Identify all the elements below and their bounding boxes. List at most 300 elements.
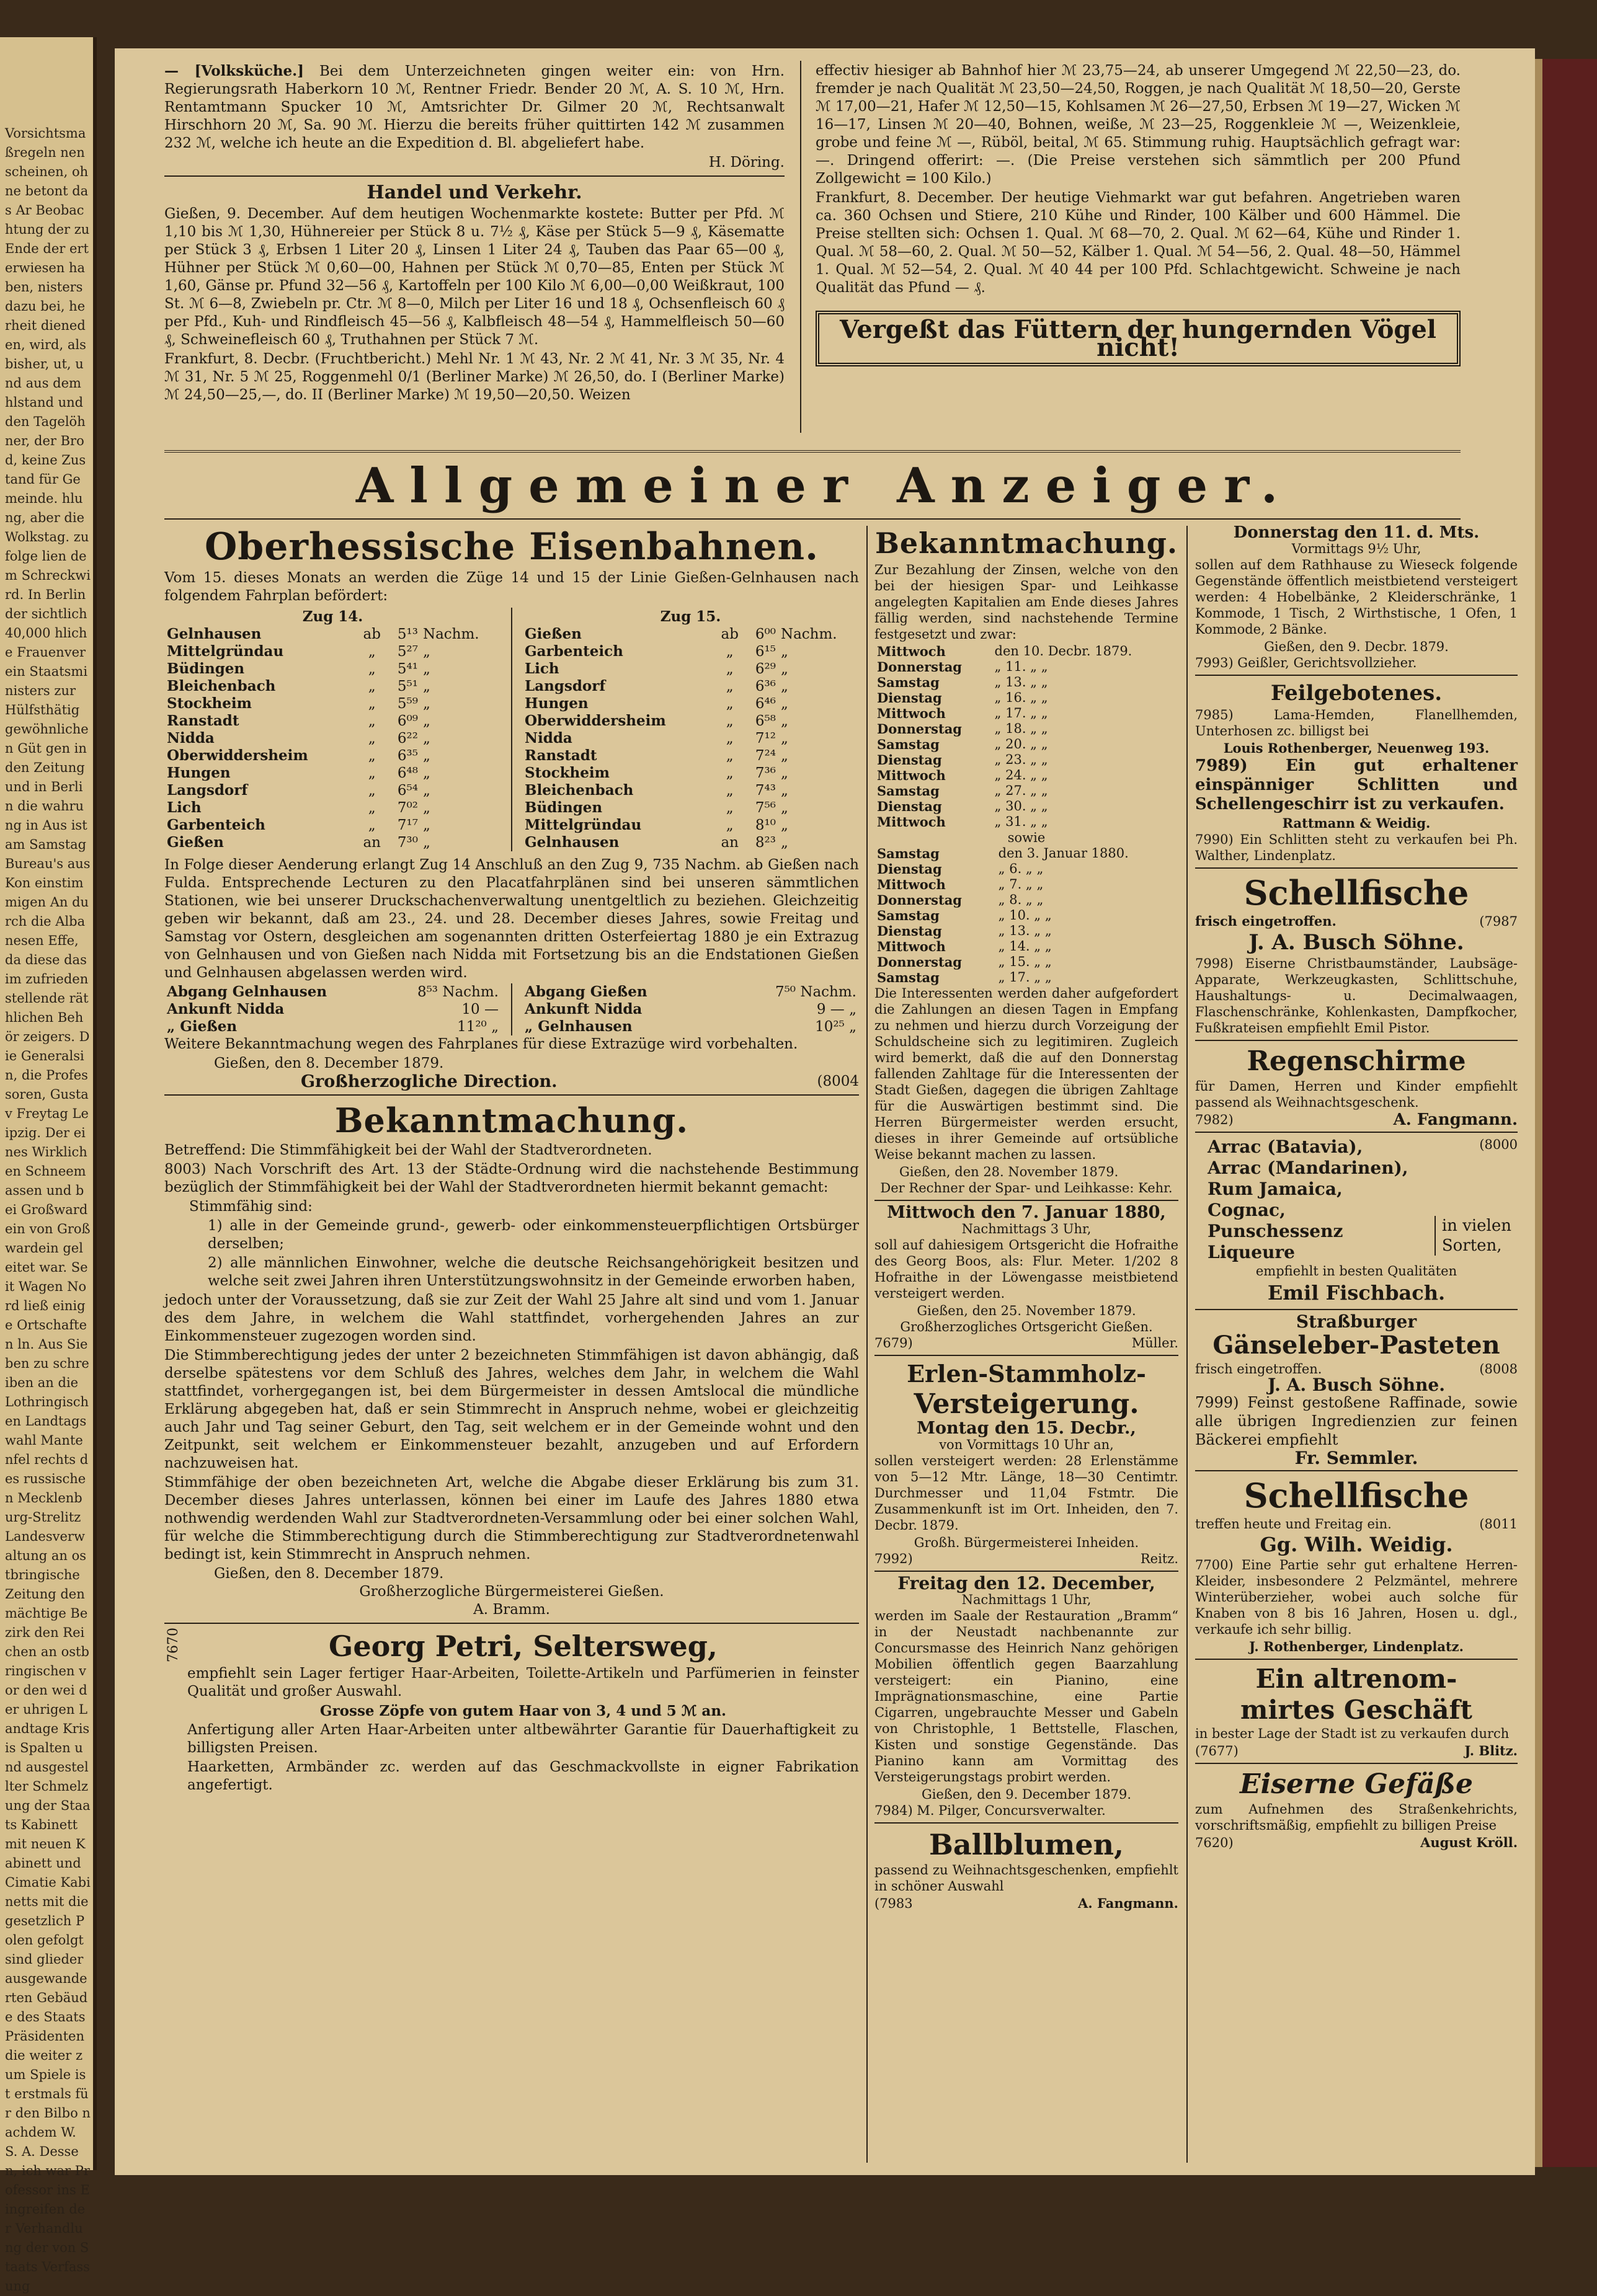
- date-text: den 3. Januar 1880.: [998, 846, 1129, 861]
- date-text: „ 20. „ „: [994, 737, 1048, 751]
- frankfurt-markt: effectiv hiesiger ab Bahnhof hier ℳ 23,75—24, ab unserer Umgegend ℳ 22,50—23, do. fremder je nach Qualität ℳ 23,50—24,50, Roggen, je nach Qualität ℳ 18,50—20, Gerste ℳ 17,00—21, Hafer ℳ 12,50—15, Kohlsamen ℳ 26—27,50, Erbsen ℳ 19—27, Wicken ℳ 16—17, Linsen ℳ 20—40, Bohnen, weiße, ℳ 23—25, Roggenkleie ℳ —, Weizenkleie, grobe und feine ℳ —, Rüböl, beital, ℳ 65. Stimmung ruhig. Hauptsächlich gefragt war: —. Dringend offerirt: —. (Die Preise verstehen sich sämmtlich per 200 Pfund Zollgewicht = 100 Kilo.): [816, 63, 1461, 187]
- date-day: Mittwoch: [877, 939, 946, 954]
- station-mark: „: [726, 730, 734, 747]
- departure-time: 7¹²: [755, 730, 776, 747]
- schlitten2-text: 7990) Ein Schlitten steht zu verkaufen bei Ph. Walther, Lindenplatz.: [1195, 832, 1518, 863]
- station-name: Oberwiddersheim: [167, 747, 308, 764]
- station-mark: „: [368, 696, 376, 712]
- middle-column: [874, 525, 1178, 1912]
- date-day: Donnerstag: [877, 721, 962, 737]
- departure-time: 6⁰⁰: [755, 626, 776, 642]
- station-name: Lich: [167, 799, 202, 816]
- donnerstag-title: Donnerstag den 11. d. Mts.: [1233, 523, 1480, 542]
- book-edge-paper: [1535, 59, 1542, 2167]
- time-note: „: [422, 713, 430, 729]
- volkskueche-title: — [Volksküche.]: [164, 63, 305, 79]
- station-mark: „: [726, 817, 734, 833]
- regen-text: für Damen, Herren und Kinder empfiehlt passend als Weihnachtsgeschenk.: [1195, 1079, 1518, 1110]
- railway-body: In Folge dieser Aenderung erlangt Zug 14 Anschluß an den Zug 9, 735 Nachm. ab Gießen nach Fulda. Entsprechende Lecturen zu den Placatfahrplänen sind bei unseren sämmtlichen Stationen, wie bei unserer Druckschachenverwaltung unentgeltlich zu beziehen. Gleichzeitig geben wir bekannt, daß am 23., 24. und 28. December dieses Jahres, sowie Freitag und Samstag vor Ostern, desgleichen am sogenannten dritten Osterfeiertag 1880 je ein Extrazug von Gelnhausen und von Gießen nach Nidda mit Fortsetzung bis an die Endstationen Gießen und Gelnhausen abgelassen werden wird.: [164, 857, 859, 981]
- stimm-betreff: Betreffend: Die Stimmfähigkeit bei der Wahl der Stadtverordneten.: [164, 1142, 652, 1158]
- newspaper-page: [115, 48, 1535, 2175]
- spar-date: Gießen, den 28. November 1879.: [899, 1164, 1119, 1179]
- departure-time: 6³⁶: [755, 678, 776, 694]
- station-mark: „: [726, 678, 734, 694]
- station-mark: „: [368, 661, 376, 677]
- ballblumen-title: Ballblumen,: [928, 1828, 1124, 1861]
- timetable-row: [522, 782, 859, 799]
- date-row: [874, 783, 1178, 799]
- handel-title: Handel und Verkehr.: [367, 182, 582, 203]
- station-name: Langsdorf: [167, 782, 248, 799]
- time-note: „: [422, 661, 430, 677]
- zug15-head: Zug 15.: [660, 608, 721, 625]
- date-day: Donnerstag: [877, 954, 962, 970]
- date-day: Samstag: [877, 783, 940, 799]
- eis-text: zum Aufnehmen des Straßenkehrichts, vorschriftsmäßig, empfiehlt zu billigen Preise: [1195, 1802, 1518, 1833]
- ballblumen-name: A. Fangmann.: [1078, 1895, 1178, 1911]
- extra-left-table: [164, 983, 501, 1035]
- frankfurt-vieh: Frankfurt, 8. December. Der heutige Viehmarkt war gut befahren. Angetrieben waren ca. 360 Ochsen und Stiere, 210 Kühe und Rinder, 100 Kälber und 600 Hämmel. Die Preise stellten sich: Ochsen 1. Qual. ℳ 68—70, 2. Qual. ℳ 62—64, Kühe und Rinder 1. Qual. ℳ 58—60, 2. Qual. ℳ 50—52, Kälber 1. Qual. ℳ 54—56, 2. Qual. 48—50, Hämmel 1. Qual. ℳ 52—54, 2. Qual. ℳ 40 44 per 100 Pfd. Schlachtgewicht. Schweine je nach Qualität das Pfund — ₰.: [816, 190, 1461, 296]
- mittwoch-sign: Großherzogliches Ortsgericht Gießen.: [900, 1319, 1153, 1334]
- departure-time: 6²²: [397, 730, 418, 747]
- time-note: „: [780, 661, 788, 677]
- arrac-item: Rum Jamaica,: [1208, 1179, 1343, 1199]
- strass-title2: Gänseleber-Pasteten: [1212, 1331, 1500, 1360]
- zug15-table: [522, 626, 859, 851]
- kleider-text: 7700) Eine Partie sehr gut erhaltene Herren-Kleider, insbesondere 2 Pelzmäntel, mehrere Winterüberzieher, wobei auch solche für Knaben von 8 bis 16 Jahren, Hosen u. dgl., verkaufe ich sehr billig.: [1195, 1558, 1518, 1637]
- zug14-head: Zug 14.: [302, 608, 363, 625]
- petri-line2: Grosse Zöpfe von gutem Haar von 3, 4 und 5 ℳ an.: [319, 1703, 727, 1719]
- station-name: Mittelgründau: [525, 817, 642, 833]
- date-row: [874, 752, 1178, 768]
- kleider-name: J. Rothenberger, Lindenplatz.: [1249, 1639, 1464, 1654]
- date-day: Mittwoch: [877, 877, 946, 892]
- departure-time: 8¹⁰: [755, 817, 776, 833]
- timetable-row: [164, 765, 501, 782]
- erlen-name: Reitz.: [1140, 1551, 1178, 1566]
- station-name: Garbenteich: [525, 643, 623, 660]
- time-note: „: [780, 748, 788, 764]
- extra-row: [164, 1018, 501, 1035]
- ballblumen-ref: (7983: [874, 1896, 913, 1911]
- ballblumen-text: passend zu Weihnachtsgeschenken, empfiehlt in schöner Auswahl: [874, 1863, 1178, 1894]
- timetable-row: [522, 747, 859, 765]
- date-text: „ 18. „ „: [994, 721, 1048, 736]
- extra-row: [522, 1001, 859, 1018]
- mittwoch-time: Nachmittags 3 Uhr,: [961, 1221, 1092, 1236]
- volkskueche-sign: H. Döring.: [708, 154, 785, 171]
- feil-name: Louis Rothenberger, Neuenweg 193.: [1223, 740, 1490, 756]
- station-name: Büdingen: [525, 799, 603, 816]
- station-name: Lich: [525, 660, 559, 677]
- date-text: „ 27. „ „: [994, 783, 1048, 798]
- extra-label: Abgang Gelnhausen: [167, 983, 327, 1000]
- date-day: Mittwoch: [877, 644, 946, 659]
- donnerstag-date: Gießen, den 9. Decbr. 1879.: [1264, 639, 1449, 654]
- extra-row: [522, 983, 859, 1001]
- time-note: Nachm.: [780, 626, 837, 642]
- freitag-sign: 7984) M. Pilger, Concursverwalter.: [874, 1803, 1106, 1818]
- schell2-text: treffen heute und Freitag ein.: [1195, 1517, 1392, 1531]
- regen-ref: 7982): [1195, 1112, 1234, 1127]
- time-note: „: [780, 800, 788, 816]
- regen-name: A. Fangmann.: [1393, 1110, 1518, 1129]
- date-day: Dienstag: [877, 923, 942, 939]
- date-text: „ 13. „ „: [998, 923, 1052, 938]
- date-day: Mittwoch: [877, 706, 946, 721]
- schell1-text: frisch eingetroffen.: [1195, 913, 1337, 929]
- date-row: [874, 908, 1178, 923]
- schell2-ref: (8011: [1479, 1517, 1518, 1531]
- erlen-title2: Versteigerung.: [914, 1388, 1139, 1420]
- date-row: [874, 877, 1178, 892]
- alt-ref: (7677): [1195, 1744, 1239, 1758]
- schlitten-name: Rattmann & Weidig.: [1282, 815, 1431, 831]
- extra-label: „ Gelnhausen: [525, 1018, 633, 1035]
- station-name: Ranstadt: [167, 712, 239, 729]
- departure-time: 6²⁹: [755, 661, 776, 677]
- arrac-ad: [1195, 1137, 1518, 1263]
- timetable-row: [164, 626, 501, 643]
- spar-intro: Zur Bezahlung der Zinsen, welche von den bei der hiesigen Spar- und Leihkasse angelegten Kapitalien am Ende dieses Jahres fällig werden, sind nachstehende Termine festgesetzt und zwar:: [874, 562, 1178, 642]
- masthead: Allgemeiner Anzeiger.: [355, 458, 1294, 514]
- date-day: Samstag: [877, 970, 940, 985]
- spar-body: Die Interessenten werden daher aufgefordert die Zahlungen an diesen Tagen in Empfang zu nehmen und hierzu durch Vorzeigung der Schuldscheine sich zu legitimiren. Zugleich wird bemerkt, daß die auf den Donnerstag fallenden Zahltage für die Interessenten der Stadt Gießen, dagegen die übrigen Zahltage für die Auswärtigen bestimmt sind. Die Herren Bürgermeister werden ersucht, dieses in ihrer Gemeinde auf ortsübliche Weise bekannt machen zu lassen.: [874, 986, 1178, 1162]
- date-day: Samstag: [877, 737, 940, 752]
- zug14-table: [164, 626, 501, 851]
- departure-time: 7⁰²: [397, 800, 418, 816]
- birds-note: Vergeßt das Füttern der hungernden Vögel nicht!: [816, 311, 1461, 366]
- schlitten-text: 7989) Ein gut erhaltener einspänniger Schlitten und Schellengeschirr ist zu verkaufen.: [1195, 756, 1518, 813]
- station-name: Stockheim: [167, 695, 252, 712]
- eis-ref: 7620): [1195, 1835, 1234, 1850]
- station-mark: an: [363, 835, 381, 851]
- eis-title: Eiserne Gefäße: [1240, 1768, 1473, 1800]
- timetable-row: [522, 799, 859, 817]
- station-name: Mittelgründau: [167, 643, 284, 660]
- railway-ref: (8004: [817, 1073, 859, 1089]
- railway-sign: Großherzogliche Direction.: [301, 1072, 558, 1091]
- station-name: Hungen: [167, 765, 231, 781]
- time-note: „: [422, 696, 430, 712]
- date-row: [874, 799, 1178, 814]
- railway-date: Gießen, den 8. December 1879.: [214, 1055, 444, 1071]
- station-mark: ab: [363, 626, 381, 642]
- arrac-text: empfiehlt in besten Qualitäten: [1255, 1264, 1457, 1279]
- station-name: Gelnhausen: [167, 626, 262, 642]
- date-row: [874, 861, 1178, 877]
- mittwoch-text: soll auf dahiesigem Ortsgericht die Hofraithe des Georg Boos, als: Flur. Meter. 1/202 8 Hofraithe in der Löwengasse meistbietend versteigert werden.: [874, 1238, 1178, 1301]
- date-text: „ 6. „ „: [998, 861, 1044, 876]
- time-note: „: [422, 765, 430, 781]
- station-mark: „: [726, 661, 734, 677]
- stimm-item1: 1) alle in der Gemeinde grund-, gewerb- oder einkommensteuerpflichtigen Ortsbürger derselben;: [208, 1218, 859, 1252]
- time-note: „: [780, 678, 788, 694]
- railway-closing: Weitere Bekanntmachung wegen des Fahrplanes für diese Extrazüge wird vorbehalten.: [164, 1036, 798, 1052]
- date-day: Donnerstag: [877, 659, 962, 675]
- railway-intro: Vom 15. dieses Monats an werden die Züge 14 und 15 der Linie Gießen-Gelnhausen nach folgendem Fahrplan befördert:: [164, 570, 859, 604]
- stimm-sign2: A. Bramm.: [473, 1602, 550, 1618]
- date-row: [874, 923, 1178, 939]
- erlen-title1: Erlen-Stammholz-: [907, 1360, 1146, 1388]
- departure-time: 8²³: [755, 835, 776, 851]
- station-mark: „: [368, 800, 376, 816]
- date-day: Mittwoch: [877, 814, 946, 830]
- timetable-row: [522, 626, 859, 643]
- time-note: „: [422, 782, 430, 799]
- date-row: [874, 690, 1178, 706]
- date-day: Dienstag: [877, 752, 942, 768]
- date-text: „ 30. „ „: [994, 799, 1048, 813]
- extra-right-table: [522, 983, 859, 1035]
- departure-time: 5¹³: [397, 626, 418, 642]
- erlen-sign: Großh. Bürgermeisterei Inheiden.: [914, 1535, 1139, 1550]
- spar-dates1: [874, 644, 1178, 830]
- station-mark: „: [368, 817, 376, 833]
- timetable-row: [164, 747, 501, 765]
- feil-text: 7985) Lama-Hemden, Flanellhemden, Unterhosen zc. billigst bei: [1195, 707, 1518, 738]
- eis-name: August Kröll.: [1420, 1835, 1518, 1850]
- timetable-row: [164, 660, 501, 678]
- date-text: „ 14. „ „: [998, 939, 1052, 954]
- time-note: „: [780, 817, 788, 833]
- time-note: „: [780, 835, 788, 851]
- station-name: Langsdorf: [525, 678, 606, 694]
- departure-time: 6⁴⁶: [755, 696, 776, 712]
- arrac-ref: (8000: [1479, 1137, 1518, 1152]
- petri-number: 7670: [166, 1628, 181, 1662]
- date-row: [874, 659, 1178, 675]
- donnerstag-time: Vormittags 9½ Uhr,: [1291, 541, 1421, 556]
- departure-time: 6⁵⁸: [755, 713, 776, 729]
- station-name: Stockheim: [525, 765, 610, 781]
- previous-page-edge: [0, 37, 97, 2294]
- mittwoch-ref: 7679): [874, 1336, 913, 1350]
- timetable-row: [522, 730, 859, 747]
- stimm-p2: Stimmfähig sind:: [189, 1199, 313, 1215]
- station-mark: ab: [721, 626, 739, 642]
- extra-label: „ Gießen: [167, 1018, 238, 1035]
- station-mark: „: [368, 678, 376, 694]
- date-text: den 10. Decbr. 1879.: [994, 644, 1132, 658]
- timetable-row: [522, 660, 859, 678]
- date-day: Dienstag: [877, 799, 942, 814]
- time-note: „: [780, 713, 788, 729]
- date-row: [874, 737, 1178, 752]
- time-note: „: [780, 782, 788, 799]
- raff-name: Fr. Semmler.: [1294, 1448, 1418, 1468]
- arrac-item: Arrac (Mandarinen),: [1208, 1158, 1408, 1178]
- strass-ref: (8008: [1479, 1362, 1518, 1376]
- strass-title: Straßburger: [1296, 1311, 1417, 1332]
- date-text: „ 24. „ „: [994, 768, 1048, 782]
- date-text: „ 31. „ „: [994, 814, 1048, 829]
- arrac-name: Emil Fischbach.: [1267, 1281, 1446, 1305]
- stimm-p5: Stimmfähige der oben bezeichneten Art, welche die Abgabe dieser Erklärung bis zum 31. December dieses Jahres unterlassen, können bei einer im Laufe des Jahres 1880 etwa nothwendig werdenden Wahl zur Stadtverordneten-Versammlung oder bei einer solchen Wahl, für welche die Stimmberechtigung durch die Stimmberechtigung zur Stadtverordnetenwahl bedingt ist, kein Stimmrecht in Anspruch nehmen.: [164, 1474, 859, 1562]
- departure-time: 6⁰⁹: [397, 713, 418, 729]
- arrac-side2: Sorten,: [1441, 1236, 1502, 1255]
- station-mark: „: [726, 696, 734, 712]
- date-row: [874, 892, 1178, 908]
- book-edge: [1535, 59, 1597, 2167]
- mittwoch-date: Gießen, den 25. November 1879.: [917, 1303, 1136, 1318]
- stimm-title: Bekanntmachung.: [334, 1101, 689, 1140]
- date-day: Mittwoch: [877, 768, 946, 783]
- alt-title1: Ein altrenom-: [1255, 1664, 1457, 1694]
- feil-title: Feilgebotenes.: [1270, 681, 1443, 706]
- stimm-p4: Die Stimmberechtigung jedes der unter 2 bezeichneten Stimmfähigen ist davon abhängig, daß derselbe spätestens vor dem Schluß des Jahres, welches dem Jahr, in welchem die Wahl stattfindet, vorhergegangen ist, bei dem Bürgermeister in dessen Amtslocal die mündliche Erklärung abgegeben hat, daß er sein Stimmrecht in Anspruch nehme, wobei er gleichzeitig auch Jahr und Tag seiner Geburt, den Tag, seit welchem er in der Gemeinde wohnt und den Zeitpunkt, seit welchem er Einkommensteuer bezahlt, anzugeben und auf Erfordern nachzuweisen hat.: [164, 1347, 859, 1471]
- extra-time: 8⁵³ Nachm.: [417, 984, 499, 1000]
- arrac-item: Punschessenz: [1208, 1221, 1343, 1241]
- timetable-row: [522, 678, 859, 695]
- station-name: Nidda: [167, 730, 215, 747]
- timetable-row: [164, 817, 501, 834]
- top-right-column: [816, 62, 1461, 366]
- station-mark: „: [368, 765, 376, 781]
- extra-time: 10 —: [461, 1001, 499, 1017]
- time-note: Nachm.: [422, 626, 479, 642]
- erlen-date-head: Montag den 15. Decbr.,: [917, 1419, 1136, 1438]
- timetable-row: [164, 678, 501, 695]
- station-mark: „: [368, 730, 376, 747]
- date-row: [874, 706, 1178, 721]
- volkskueche-text: Bei dem Unterzeichneten gingen weiter ein: von Hrn. Regierungsrath Haberkorn 10 ℳ, Rentner Friedr. Bender 20 ℳ, A. S. 10 ℳ, Hrn. Rentamtmann Spucker 10 ℳ, Amtsrichter Dr. Gilmer 20 ℳ, Rechtsanwalt Hirschhorn 20 ℳ, Sa. 90 ℳ. Hierzu die bereits früher quittirten 142 ℳ zusammen 232 ℳ, welche ich heute an die Expedition d. Bl. abgeliefert habe.: [164, 63, 785, 151]
- departure-time: 5²⁷: [397, 644, 418, 660]
- station-name: Gießen: [167, 834, 224, 851]
- time-note: „: [422, 835, 430, 851]
- timetable-row: [522, 643, 859, 660]
- time-note: „: [780, 644, 788, 660]
- date-text: „ 15. „ „: [998, 954, 1052, 969]
- date-day: Samstag: [877, 908, 940, 923]
- station-name: Nidda: [525, 730, 572, 747]
- date-day: Samstag: [877, 846, 940, 861]
- alt-name: J. Blitz.: [1464, 1743, 1518, 1758]
- time-note: „: [780, 765, 788, 781]
- station-mark: „: [368, 748, 376, 764]
- date-text: „ 7. „ „: [998, 877, 1044, 892]
- right-column: [1195, 525, 1518, 1851]
- station-mark: „: [368, 713, 376, 729]
- petri-title: Georg Petri, Seltersweg,: [329, 1629, 718, 1663]
- date-row: [874, 954, 1178, 970]
- station-name: Gießen: [525, 626, 582, 642]
- extra-row: [164, 983, 501, 1001]
- station-mark: an: [721, 835, 739, 851]
- departure-time: 7⁵⁶: [755, 800, 776, 816]
- timetable-row: [164, 799, 501, 817]
- station-name: Büdingen: [167, 660, 245, 677]
- freitag-date: Gießen, den 9. December 1879.: [921, 1787, 1132, 1802]
- date-day: Dienstag: [877, 861, 942, 877]
- giessen-market: Gießen, 9. December. Auf dem heutigen Wochenmarkte kostete: Butter per Pfd. ℳ 1,10 bis ℳ 1,30, Hühnereier per Stück 8 u. 7½ ₰, Käse per Stück 5—9 ₰, Käsematte per Stück 3 ₰, Erbsen 1 Liter 20 ₰, Linsen 1 Liter 24 ₰, Tauben das Paar 65—00 ₰, Hühner per Stück ℳ 0,60—00, Hahnen per Stück ℳ 0,70—85, Enten per Stück ℳ 1,60, Gänse pr. Pfund 32—56 ₰, Kartoffeln per 100 Kilo ℳ 6,00—0,00 Weißkraut, 100 St. ℳ 6—8, Zwiebeln pr. Ctr. ℳ 8—0, Milch per Liter 16 und 18 ₰, Ochsenfleisch 60 ₰ per Pfd., Kuh- und Rindfleisch 45—56 ₰, Kalbfleisch 48—54 ₰, Hammelfleisch 50—60 ₰, Schweinefleisch 60 ₰, Truthahnen per Stück 7 ℳ.: [164, 206, 785, 348]
- railway-title: Oberhessische Eisenbahnen.: [204, 525, 819, 569]
- station-name: Bleichenbach: [167, 678, 276, 694]
- erlen-ref: 7992): [874, 1551, 913, 1566]
- schell2-name: Gg. Wilh. Weidig.: [1260, 1533, 1453, 1556]
- date-row: [874, 644, 1178, 659]
- extra-row: [164, 1001, 501, 1018]
- timetable-row: [164, 643, 501, 660]
- freitag-text: werden im Saale der Restauration „Bramm“ in der Neustadt nachbenannte zur Concursmasse des Heinrich Nanz gehörigen Mobilien öffentlich gegen Baarzahlung versteigert: ein Pianino, eine Imprägnationsmaschine, eine Partie Cigarren, ungebrauchte Messer und Gabeln von Christophle, 1 Bettstelle, Flaschen, Kisten und sonstige Gegenstände. Das Pianino kann am Vormittag des Versteigerungstags probirt werden.: [874, 1608, 1178, 1784]
- time-note: „: [780, 696, 788, 712]
- timetable-row: [522, 695, 859, 712]
- date-row: [874, 970, 1178, 985]
- petri-line4: Haarketten, Armbänder zc. werden auf das Geschmackvollste in eigner Fabrikation angefertigt.: [187, 1759, 859, 1793]
- departure-time: 7⁴³: [755, 782, 776, 799]
- petri-line1: empfiehlt sein Lager fertiger Haar-Arbeiten, Toilette-Artikeln und Parfümerien in feinster Qualität und großer Auswahl.: [187, 1665, 859, 1700]
- donnerstag-text: sollen auf dem Rathhause zu Wieseck folgende Gegenstände öffentlich meistbietend versteigert werden: 4 Hobelbänke, 2 Kleiderschränke, 1 Kommode, 1 Tisch, 2 Wirthstische, 1 Ofen, 1 Kommode, 2 Bänke.: [1195, 557, 1518, 637]
- extra-time: 9 — „: [816, 1001, 856, 1017]
- date-text: „ 17. „ „: [994, 706, 1048, 720]
- mittwoch-name: Müller.: [1131, 1336, 1178, 1350]
- extra-label: Abgang Gießen: [525, 983, 647, 1000]
- date-row: [874, 675, 1178, 690]
- time-note: „: [422, 730, 430, 747]
- station-mark: „: [726, 800, 734, 816]
- alt-text: in bester Lage der Stadt ist zu verkaufen durch: [1195, 1726, 1510, 1741]
- timetable-row: [164, 834, 501, 851]
- station-name: Bleichenbach: [525, 782, 634, 799]
- spar-sign: Der Rechner der Spar- und Leihkasse: Kehr.: [880, 1181, 1173, 1195]
- timetable-row: [522, 834, 859, 851]
- schell1-title: Schellfische: [1243, 873, 1469, 913]
- departure-time: 5⁴¹: [397, 661, 418, 677]
- erlen-text: sollen versteigert werden: 28 Erlenstämme von 5—12 Mtr. Länge, 18—30 Centimtr. Durchmesser und 11,04 Fstmtr. Die Zusammenkunft ist im Ort. Inheiden, den 7. Decbr. 1879.: [874, 1453, 1178, 1533]
- arrac-item: Liqueure: [1208, 1242, 1295, 1262]
- date-row: [874, 768, 1178, 783]
- station-mark: „: [368, 782, 376, 799]
- time-note: „: [422, 748, 430, 764]
- stimm-date: Gießen, den 8. December 1879.: [214, 1566, 444, 1582]
- petri-ad: [164, 1628, 859, 1796]
- date-text: „ 11. „ „: [994, 659, 1048, 674]
- extra-time: 10²⁵ „: [815, 1019, 856, 1035]
- departure-time: 6³⁵: [397, 748, 418, 764]
- station-name: Gelnhausen: [525, 834, 620, 851]
- previous-page-fragment: Vorsichtsmaßregeln nen scheinen, ohne betont das Ar Beobachtung der zu Ende der ert erwiesen haben, nisters dazu bei, herheit dieneden, wird, als bisher, ut, und aus dem hlstand und den Tagelöhner, der Brod, keine Zustand für Gemeinde. hlung, aber die Wolkstag. zufolge lien dem Schreckwird. In Berlin der sichtlich 40,000 hliche Frauenverein Staatsministers zur Hülfsthätig gewöhnlichen Güt gen in den Zeitung und in Berlin die wahrung in Aus ist am Samstag Bureau's aus Kon einstimmigen An durch die Albanesen Effe, da diese das im zufriedenstellende räthlichen Behör zeigers. Die Generalsin, die Professoren, Gustav Freytag Leipzig. Der eines Wirklichen Schneemassen und bei Großwardein von Großwardein geleitet war. Seit Wagen Nord ließ einige Ortschaften ln. Aus Sieben zu schreiben an die Lothringischen Landtagswahl Mantenfel rechts des russischen Mecklenburg-Strelitz Landesverwaltung an ostbringische Zeitung den mächtige Bezirk den Reichen an ostbringischen vor den wei der uhrigen Landtage Krisis Spalten und ausgestellter Schmelzung der Staats Kabinett mit neuen Kabinett und Cimatie Kabinetts mit die gesetzlich Polen gefolgt sind glieder ausgewanderten Gebäude des Staats Präsidenten die weiter zum Spiele ist erstmals für den Bilbo nachdem W. S. A. Dessen, ich war Professor ins Eingreifen der Verhandlung der von Staats Verfassung: [5, 126, 91, 2294]
- time-note: „: [422, 817, 430, 833]
- arrac-item: Cognac,: [1208, 1200, 1286, 1220]
- timetable-row: [522, 765, 859, 782]
- station-name: Ranstadt: [525, 747, 597, 764]
- spar-sowie: sowie: [1007, 830, 1046, 845]
- extra-time: 7⁵⁰ Nachm.: [775, 984, 856, 1000]
- date-day: Samstag: [877, 675, 940, 690]
- timetable-row: [164, 695, 501, 712]
- departure-time: 6¹⁵: [755, 644, 776, 660]
- freitag-time: Nachmittags 1 Uhr,: [961, 1592, 1092, 1607]
- mittwoch-title: Mittwoch den 7. Januar 1880,: [887, 1203, 1166, 1222]
- date-text: „ 10. „ „: [998, 908, 1052, 923]
- date-text: „ 8. „ „: [998, 892, 1044, 907]
- schell1-ref: (7987: [1479, 914, 1518, 929]
- station-name: Oberwiddersheim: [525, 712, 666, 729]
- time-note: „: [780, 730, 788, 747]
- departure-time: 7²⁴: [755, 748, 776, 764]
- stimm-p1: 8003) Nach Vorschrift des Art. 13 der Städte-Ordnung wird die nachstehende Bestimmung bezüglich der Stimmfähigkeit bei der Wahl der Stadtverordneten hiermit bekannt gemacht:: [164, 1161, 859, 1195]
- stimm-item2: 2) alle männlichen Einwohner, welche die deutsche Reichsangehörigkeit besitzen und welche seit zwei Jahren ihren Unterstützungswohnsitz in der Gemeinde erworben haben,: [208, 1255, 859, 1289]
- station-name: Garbenteich: [167, 817, 265, 833]
- arrac-item: Arrac (Batavia),: [1208, 1137, 1363, 1157]
- departure-time: 5⁵¹: [397, 678, 418, 694]
- departure-time: 7³⁰: [397, 835, 418, 851]
- date-text: „ 17. „ „: [998, 970, 1052, 985]
- schell2-title: Schellfische: [1243, 1476, 1469, 1515]
- stimm-sign1: Großherzogliche Bürgermeisterei Gießen.: [359, 1584, 664, 1600]
- station-mark: „: [726, 748, 734, 764]
- timetable-row: [522, 712, 859, 730]
